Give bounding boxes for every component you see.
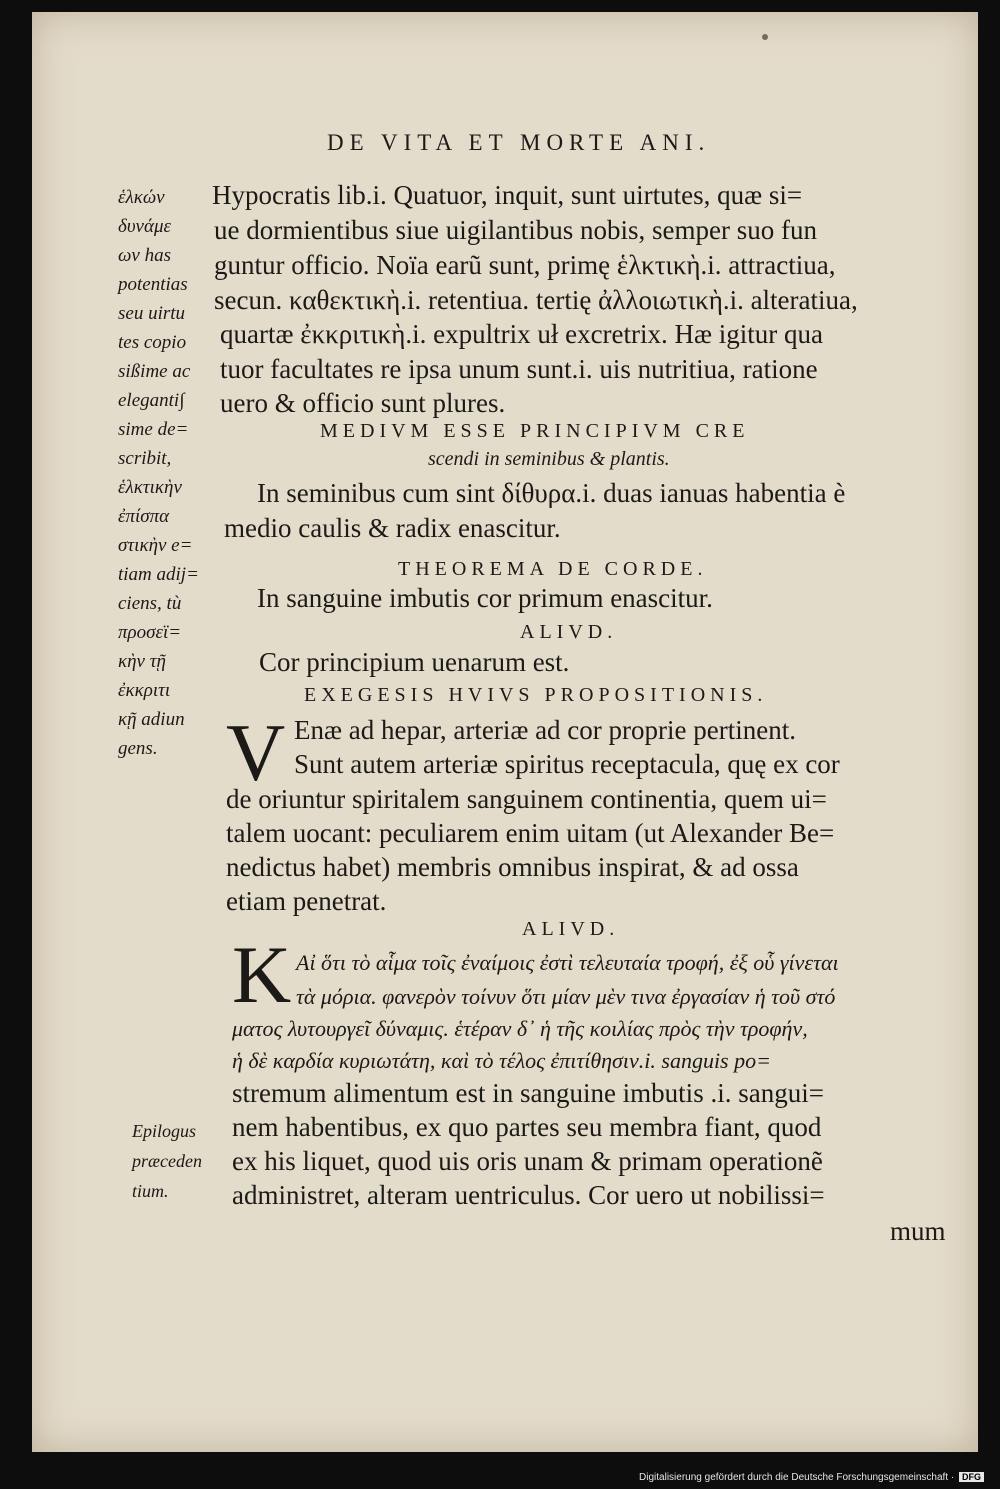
margin-line: seu uirtu <box>118 303 186 324</box>
section-heading: THEOREMA DE CORDE. <box>398 558 708 580</box>
footer-text: Digitalisierung gefördert durch die Deutsche Forschungsgemeinschaft · <box>639 1472 955 1483</box>
text-line: nedictus habet) membris omnibus inspirat, & ad ossa <box>226 852 799 882</box>
margin-line: tiam adij= <box>118 564 199 585</box>
text-line: secun. καθεκτικὴ.i. retentiua. tertię ἀλλοιωτικὴ.i. alteratiua, <box>214 285 858 315</box>
margin-line: ciens, tù <box>118 593 182 614</box>
text-line: uero & officio sunt plures. <box>220 388 506 418</box>
decorated-initial: V <box>226 707 286 798</box>
margin-line: gens. <box>118 738 158 759</box>
margin-line: ἑλκών <box>118 187 165 208</box>
margin-line: potentias <box>118 274 188 295</box>
text-line: nem habentibus, ex quo partes seu membra fiant, quod <box>232 1112 822 1142</box>
text-line: ue dormientibus siue uigilantibus nobis, semper suo fun <box>214 215 817 245</box>
running-header: DE VITA ET MORTE ANI. <box>327 130 711 155</box>
book-page <box>32 12 978 1452</box>
text-line: Sunt autem arteriæ spiritus receptacula, quę ex cor <box>294 749 840 779</box>
main-text <box>32 12 978 1452</box>
margin-line: ἐκκριτι <box>118 680 171 701</box>
section-heading: MEDIVM ESSE PRINCIPIVM CRE <box>320 420 750 442</box>
section-heading: ALIVD. <box>520 621 618 643</box>
section-subheading: scendi in seminibus & plantis. <box>428 448 670 470</box>
margin-line: scribit, <box>118 448 172 469</box>
margin-line: ἑλκτικὴν <box>118 477 182 498</box>
margin-line: præceden <box>132 1151 202 1171</box>
text-line: talem uocant: peculiarem enim uitam (ut Alexander Be= <box>226 818 835 848</box>
text-line: guntur officio. Noïa earũ sunt, primę ἑλκτικὴ.i. attractiua, <box>214 250 836 280</box>
margin-line: tium. <box>132 1181 169 1201</box>
margin-line: ων has <box>118 245 171 266</box>
greek-line: τὰ μόρια. φανερὸν τοίνυν ὅτι μίαν μὲν τινα ἐργασίαν ἡ τοῦ στό <box>296 984 836 1009</box>
digitization-footer <box>639 1472 984 1483</box>
section-heading: EXEGESIS HVIVS PROPOSITIONIS. <box>304 684 768 706</box>
text-line: Hypocratis lib.i. Quatuor, inquit, sunt uirtutes, quæ si= <box>212 180 803 210</box>
margin-line: κῇ adiun <box>118 709 185 730</box>
text-line: In seminibus cum sint δίθυρα.i. duas ianuas habentia è <box>257 478 846 508</box>
text-line: etiam penetrat. <box>226 886 387 916</box>
text-line: de oriuntur spiritalem sanguinem continentia, quem ui= <box>226 784 827 814</box>
decorated-initial: K <box>232 929 292 1020</box>
margin-line: δυνάμε <box>118 216 171 237</box>
margin-line: ἐπίσπα <box>118 506 170 527</box>
greek-line: Αἰ ὅτι τὸ αἷμα τοῖς ἐναίμοις ἐστὶ τελευταία τροφή, ἐξ οὗ γίνεται <box>296 950 839 975</box>
margin-line: sime de= <box>118 419 189 440</box>
text-line: stremum alimentum est in sanguine imbutis .i. sangui= <box>232 1078 824 1108</box>
margin-line: στικὴν e= <box>118 535 193 556</box>
text-line: administret, alteram uentriculus. Cor uero ut nobilissi= <box>232 1180 825 1210</box>
text-line: tuor facultates re ipsa unum sunt.i. uis nutritiua, ratione <box>220 354 818 384</box>
greek-line: ἡ δὲ καρδία κυριωτάτη, καὶ τὸ τέλος ἐπιτίθησιν.i. sanguis po= <box>232 1048 771 1073</box>
text-line: In sanguine imbutis cor primum enascitur. <box>257 583 713 613</box>
margin-note <box>132 1116 232 1206</box>
margin-line: κὴν τῇ <box>118 651 166 672</box>
dfg-logo: DFG <box>959 1472 984 1482</box>
margin-line: προσεϊ= <box>118 622 182 643</box>
section-heading: ALIVD. <box>522 918 620 940</box>
text-line: quartæ ἐκκριτικὴ.i. expultrix uł excretrix. Hæ igitur qua <box>220 319 824 349</box>
margin-line: Epilogus <box>132 1121 197 1141</box>
text-line: ex his liquet, quod uis oris unam & primam operationẽ <box>232 1146 823 1176</box>
text-line: Enæ ad hepar, arteriæ ad cor proprie pertinent. <box>294 715 796 745</box>
margin-line: sißime ac <box>118 361 191 382</box>
catchword: mum <box>890 1216 946 1246</box>
margin-line: eleganti∫ <box>118 390 185 411</box>
greek-line: ματος λυτουργεῖ δύναμις. ἑτέραν δ᾽ ἡ τῆς κοιλίας πρὸς τὴν τροφήν, <box>232 1016 808 1041</box>
margin-line: tes copio <box>118 332 187 353</box>
text-line: Cor principium uenarum est. <box>259 647 570 677</box>
text-line: medio caulis & radix enascitur. <box>224 513 561 543</box>
